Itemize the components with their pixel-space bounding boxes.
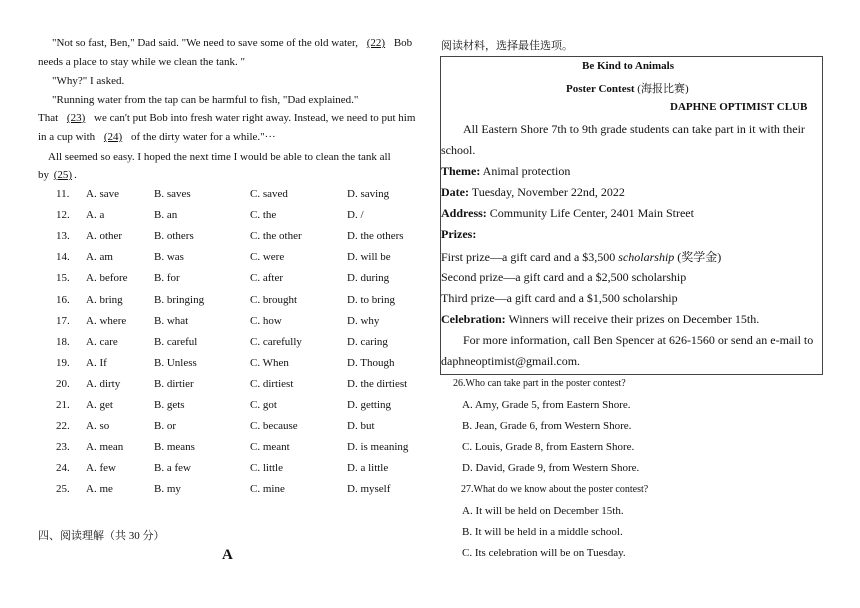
- question-number: 13.: [56, 230, 70, 243]
- passage-line: by (25) .: [38, 169, 77, 181]
- blank-22: (22): [366, 37, 386, 49]
- question-27-stem: 27.What do we know about the poster contest?: [461, 484, 649, 495]
- question-number: 25.: [56, 483, 70, 496]
- question-number: 18.: [56, 335, 70, 348]
- answer-option-a[interactable]: A. save: [86, 188, 119, 200]
- answer-option-a[interactable]: A. mean: [86, 441, 124, 454]
- club-name: DAPHNE OPTIMIST CLUB: [670, 101, 808, 113]
- answer-option-a[interactable]: A. so: [86, 420, 110, 433]
- answer-option-c[interactable]: C. how: [250, 314, 282, 327]
- answer-option-b[interactable]: B. dirtier: [154, 377, 194, 390]
- answer-option-d[interactable]: D. saving: [347, 188, 390, 200]
- answer-option-a[interactable]: A. am: [86, 251, 113, 264]
- answer-option-d[interactable]: D. why: [347, 314, 380, 327]
- answer-option-d[interactable]: D. is meaning: [347, 441, 409, 454]
- passage-line: All seemed so easy. I hoped the next time I would be able to clean the tank all: [48, 151, 391, 163]
- question-number: 17.: [56, 314, 70, 327]
- question-26-option[interactable]: B. Jean, Grade 6, from Western Shore.: [462, 420, 632, 432]
- answer-option-c[interactable]: C. carefully: [250, 335, 302, 348]
- blank-25: (25): [53, 169, 73, 181]
- answer-option-a[interactable]: A. bring: [86, 293, 123, 306]
- question-number: 19.: [56, 356, 70, 369]
- question-26-option[interactable]: A. Amy, Grade 5, from Eastern Shore.: [462, 399, 631, 411]
- poster-theme: Theme: Animal protection: [441, 164, 571, 178]
- reading-instruction: 阅读材料，选择最佳选项。: [441, 40, 573, 52]
- answer-option-c[interactable]: C. little: [250, 462, 283, 475]
- poster-prize-1: First prize—a gift card and a $3,500 scholarship (奖学金): [441, 250, 722, 264]
- answer-option-a[interactable]: A. me: [86, 483, 113, 496]
- question-number: 14.: [56, 251, 70, 264]
- poster-email: daphneoptimist@gmail.com.: [441, 354, 581, 368]
- blank-23: (23): [66, 112, 86, 124]
- question-26-option[interactable]: C. Louis, Grade 8, from Eastern Shore.: [462, 441, 635, 453]
- answer-option-c[interactable]: C. the other: [250, 230, 302, 243]
- answer-option-d[interactable]: D. /: [347, 209, 364, 222]
- passage-line: needs a place to stay while we clean the tank. ": [38, 56, 245, 68]
- passage-line: "Not so fast, Ben," Dad said. "We need to save some of the old water, (22) Bob: [52, 37, 413, 49]
- poster-prize-2: Second prize—a gift card and a $2,500 scholarship: [441, 270, 687, 284]
- question-number: 12.: [56, 209, 70, 222]
- answer-option-d[interactable]: D. but: [347, 420, 375, 433]
- question-number: 20.: [56, 377, 70, 390]
- answer-option-d[interactable]: D. during: [347, 272, 390, 285]
- answer-option-c[interactable]: C. mine: [250, 483, 285, 496]
- answer-option-c[interactable]: C. brought: [250, 293, 298, 306]
- poster-date: Date: Tuesday, November 22nd, 2022: [441, 185, 625, 199]
- answer-option-d[interactable]: D. will be: [347, 251, 391, 264]
- question-27-option[interactable]: A. It will be held on December 15th.: [462, 505, 624, 517]
- poster-info: For more information, call Ben Spencer at 626-1560 or send an e-mail to: [463, 333, 814, 347]
- answer-option-b[interactable]: B. or: [154, 420, 176, 433]
- answer-option-b[interactable]: B. was: [154, 251, 184, 264]
- answer-option-a[interactable]: A. where: [86, 314, 127, 327]
- answer-option-c[interactable]: C. meant: [250, 441, 290, 454]
- answer-option-c[interactable]: C. When: [250, 356, 289, 369]
- answer-option-d[interactable]: D. getting: [347, 399, 391, 411]
- answer-option-b[interactable]: B. gets: [154, 399, 185, 411]
- answer-option-b[interactable]: B. my: [154, 483, 181, 496]
- question-26-option[interactable]: D. David, Grade 9, from Western Shore.: [462, 462, 640, 474]
- answer-option-d[interactable]: D. the dirtiest: [347, 377, 408, 390]
- poster-prize-3: Third prize—a gift card and a $1,500 scholarship: [441, 291, 678, 305]
- answer-option-a[interactable]: A. get: [86, 399, 113, 411]
- question-number: 23.: [56, 441, 70, 454]
- question-number: 21.: [56, 399, 70, 411]
- question-number: 16.: [56, 293, 70, 306]
- question-27-option[interactable]: B. It will be held in a middle school.: [462, 526, 623, 538]
- blank-24: (24): [103, 131, 123, 143]
- answer-option-b[interactable]: B. an: [154, 209, 178, 222]
- question-27-option[interactable]: C. Its celebration will be on Tuesday.: [462, 547, 626, 559]
- poster-prizes-label: Prizes:: [441, 227, 477, 241]
- passage-line: "Why?" I asked.: [52, 75, 125, 87]
- answer-option-a[interactable]: A. care: [86, 335, 118, 348]
- poster-title: Be Kind to Animals: [582, 60, 674, 72]
- answer-option-a[interactable]: A. other: [86, 230, 123, 243]
- question-number: 15.: [56, 272, 70, 285]
- question-number: 24.: [56, 462, 70, 475]
- answer-option-c[interactable]: C. the: [250, 209, 277, 222]
- question-number: 22.: [56, 420, 70, 433]
- section-heading: 四、阅读理解（共 30 分）: [38, 530, 165, 542]
- answer-option-b[interactable]: B. others: [154, 230, 194, 243]
- answer-option-d[interactable]: D. caring: [347, 335, 388, 348]
- answer-option-d[interactable]: D. to bring: [347, 293, 395, 306]
- answer-option-b[interactable]: B. Unless: [154, 356, 197, 369]
- answer-option-a[interactable]: A. few: [86, 462, 116, 475]
- passage-line: That (23) we can't put Bob into fresh water right away. Instead, we need to put him: [38, 112, 416, 124]
- answer-option-a[interactable]: A. dirty: [86, 377, 121, 390]
- poster-address: Address: Community Life Center, 2401 Main Street: [441, 206, 694, 220]
- answer-option-b[interactable]: B. what: [154, 314, 189, 327]
- answer-option-c[interactable]: C. after: [250, 272, 283, 285]
- answer-option-d[interactable]: D. myself: [347, 483, 391, 496]
- answer-option-c[interactable]: C. got: [250, 399, 277, 411]
- question-number: 11.: [56, 188, 70, 200]
- answer-option-c[interactable]: C. were: [250, 251, 285, 264]
- answer-option-b[interactable]: B. means: [154, 441, 195, 454]
- answer-option-c[interactable]: C. dirtiest: [250, 377, 294, 390]
- poster-subtitle: Poster Contest (海报比赛): [566, 83, 689, 95]
- passage-line: "Running water from the tap can be harmful to fish, "Dad explained.": [52, 94, 359, 106]
- answer-option-a[interactable]: A. a: [86, 209, 105, 222]
- part-letter: A: [222, 547, 233, 563]
- answer-option-b[interactable]: B. bringing: [154, 293, 205, 306]
- answer-option-b[interactable]: B. a few: [154, 462, 191, 475]
- answer-option-b[interactable]: B. saves: [154, 188, 191, 200]
- answer-option-b[interactable]: B. careful: [154, 335, 198, 348]
- answer-option-a[interactable]: A. If: [86, 356, 107, 369]
- answer-option-d[interactable]: D. a little: [347, 462, 389, 475]
- answer-option-c[interactable]: C. because: [250, 420, 298, 433]
- answer-option-c[interactable]: C. saved: [250, 188, 288, 200]
- poster-intro: All Eastern Shore 7th to 9th grade students can take part in it with their: [463, 122, 805, 136]
- passage-line: in a cup with (24) of the dirty water for a while."···: [38, 131, 276, 143]
- answer-option-a[interactable]: A. before: [86, 272, 128, 285]
- poster-intro-cont: school.: [441, 143, 476, 157]
- answer-option-d[interactable]: D. the others: [347, 230, 404, 243]
- question-26-stem: 26.Who can take part in the poster contest?: [453, 378, 626, 389]
- answer-option-d[interactable]: D. Though: [347, 356, 395, 369]
- answer-option-b[interactable]: B. for: [154, 272, 180, 285]
- poster-celebration: Celebration: Winners will receive their prizes on December 15th.: [441, 312, 760, 326]
